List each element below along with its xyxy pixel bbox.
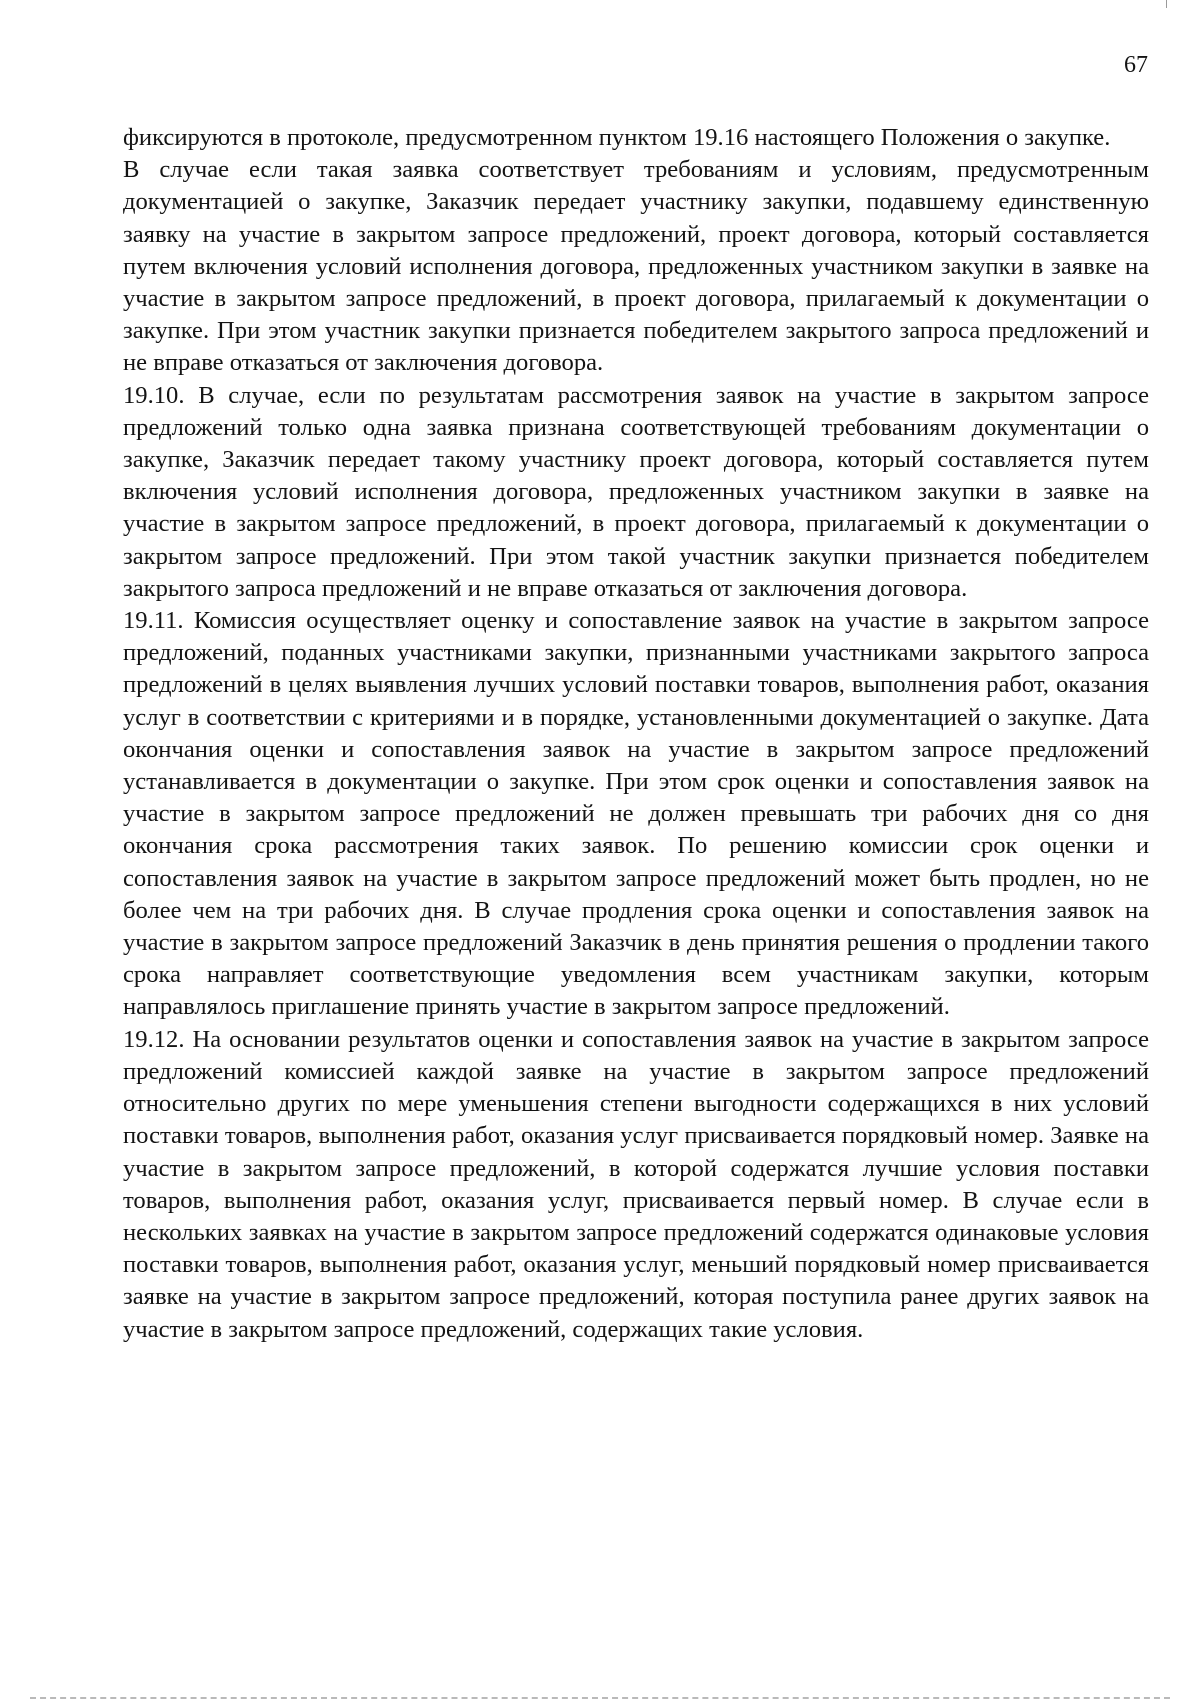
document-body: [123, 122, 1149, 1346]
paragraph-19-11: 19.11. Комиссия осуществляет оценку и сопоставление заявок на участие в закрытом запросе предложений, поданных участниками закупки, признанными участниками закрытого запроса предложений в целях выявления лучших условий поставки товаров, выполнения работ, оказания услуг в соответствии с критериями и в порядке, установленными документацией о закупке. Дата окончания оценки и сопоставления заявок на участие в закрытом запросе предложений устанавливается в документации о закупке. При этом срок оценки и сопоставления заявок на участие в закрытом запросе предложений не должен превышать три рабочих дня со дня окончания срока рассмотрения таких заявок. По решению комиссии срок оценки и сопоставления заявок на участие в закрытом запросе предложений может быть продлен, но не более чем на три рабочих дня. В случае продления срока оценки и сопоставления заявок на участие в закрытом запросе предложений Заказчик в день принятия решения о продлении такого срока направляет соответствующие уведомления всем участникам закупки, которым направлялось приглашение принять участие в закрытом запросе предложений.: [123, 607, 1149, 1021]
page-number: 67: [1124, 52, 1148, 78]
paragraph-single-application: В случае если такая заявка соответствует требованиям и условиям, предусмотренным документацией о закупке, Заказчик передает участнику закупки, подавшему единственную заявку на участие в закрытом запросе предложений, проект договора, который составляется путем включения условий исполнения договора, предложенных участником закупки в заявке на участие в закрытом запросе предложений, в проект договора, прилагаемый к документации о закупке. При этом участник закупки признается победителем закрытого запроса предложений и не вправе отказаться от заключения договора.: [123, 156, 1149, 377]
scan-edge-mark: [1166, 0, 1167, 8]
scan-bottom-border: [30, 1697, 1170, 1699]
paragraph-19-10: 19.10. В случае, если по результатам рассмотрения заявок на участие в закрытом запросе предложений только одна заявка признана соответствующей требованиям документации о закупке, Заказчик передает такому участнику проект договора, который составляется путем включения условий исполнения договора, предложенных участником закупки в заявке на участие в закрытом запросе предложений, в проект договора, прилагаемый к документации о закрытом запросе предложений. При этом такой участник закупки признается победителем закрытого запроса предложений и не вправе отказаться от заключения договора.: [123, 381, 1149, 602]
paragraph-19-12: 19.12. На основании результатов оценки и сопоставления заявок на участие в закрытом запросе предложений комиссией каждой заявке на участие в закрытом запросе предложений относительно других по мере уменьшения степени выгодности содержащихся в них условий поставки товаров, выполнения работ, оказания услуг присваивается порядковый номер. Заявке на участие в закрытом запросе предложений, в которой содержатся лучшие условия поставки товаров, выполнения работ, оказания услуг, присваивается первый номер. В случае если в нескольких заявках на участие в закрытом запросе предложений содержатся одинаковые условия поставки товаров, выполнения работ, оказания услуг, меньший порядковый номер присваивается заявке на участие в закрытом запросе предложений, которая поступила ранее других заявок на участие в закрытом запросе предложений, содержащих такие условия.: [123, 1025, 1149, 1343]
paragraph-continuation: фиксируются в протоколе, предусмотренном пунктом 19.16 настоящего Положения о закупке.: [123, 124, 1111, 151]
